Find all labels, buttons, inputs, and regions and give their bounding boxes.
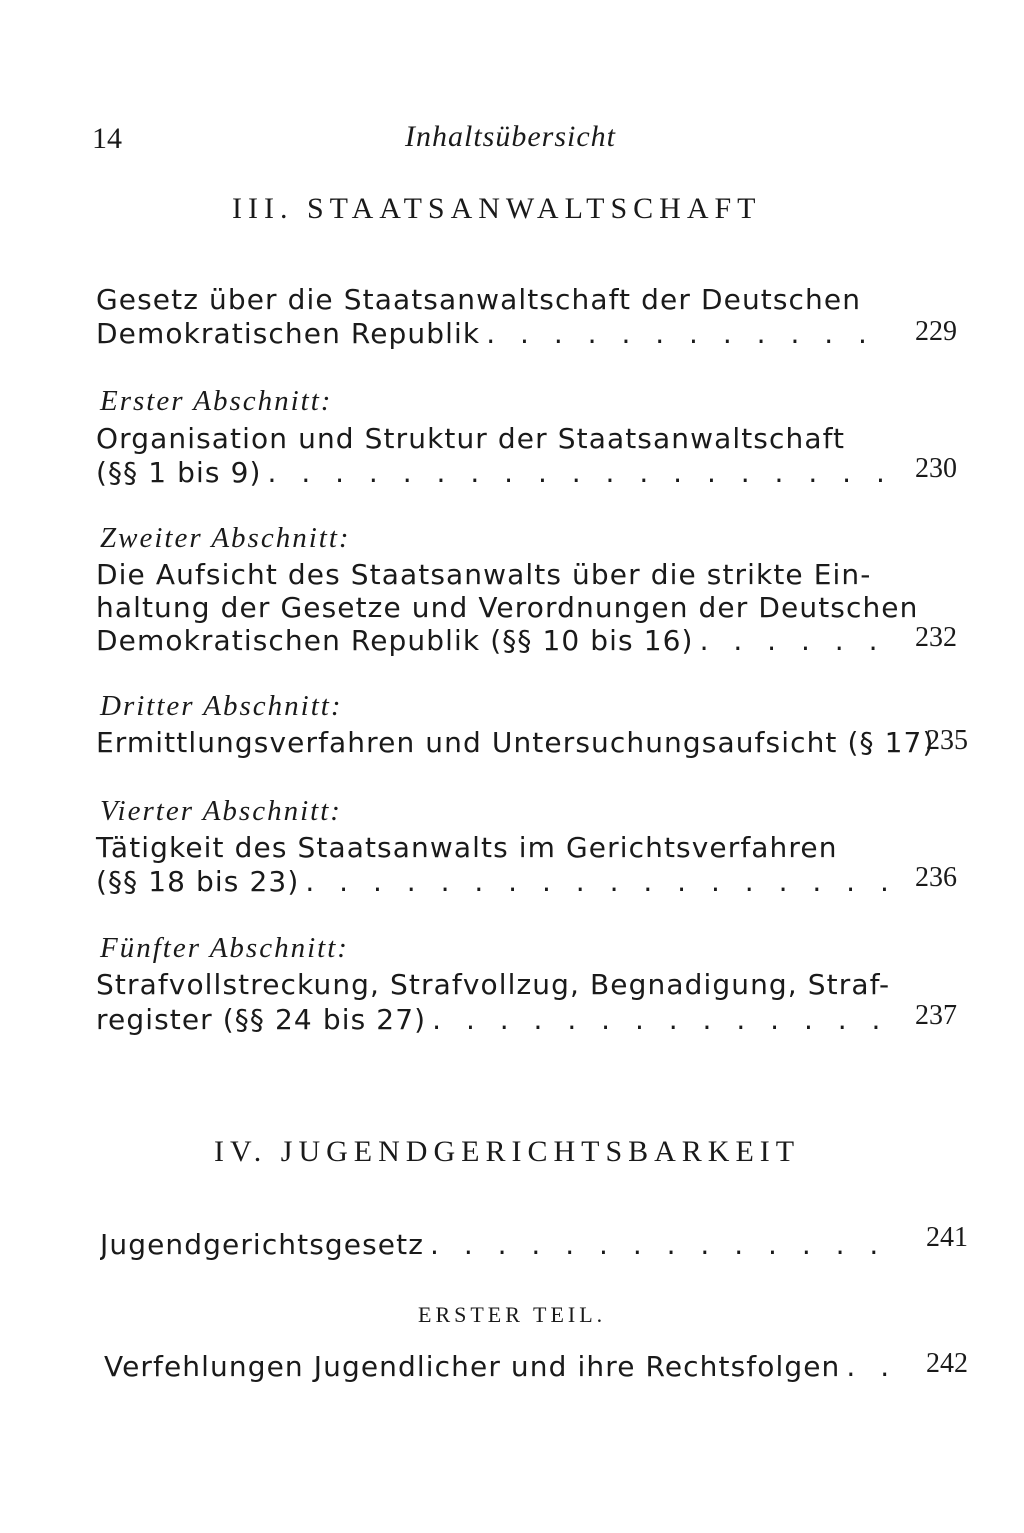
dot-leader (694, 624, 891, 657)
dot-leader (426, 1003, 891, 1036)
entry-text: Demokratischen Republik (§§ 10 bis 16) (96, 624, 694, 657)
entry-text: (§§ 18 bis 23) (96, 865, 300, 898)
entry-text-line (100, 1228, 891, 1261)
entry-text-line: haltung der Gesetze und Verordnungen der Deutschen (96, 591, 919, 624)
entry-text-line (96, 456, 891, 489)
entry-text: Jugendgerichtsgesetz (100, 1228, 425, 1261)
entry-text-line (96, 317, 891, 350)
section-label: Zweiter Abschnitt: (100, 522, 351, 554)
dot-leader (480, 317, 891, 350)
section-label: Dritter Abschnitt: (100, 690, 343, 722)
part-heading-jugendgerichtsbarkeit: IV. JUGENDGERICHTSBARKEIT (214, 1135, 801, 1168)
section-label: Vierter Abschnitt: (100, 795, 342, 827)
dot-leader (840, 1350, 891, 1383)
page-ref: 230 (915, 453, 957, 484)
section-label: Fünfter Abschnitt: (100, 932, 349, 964)
entry-text-line: Tätigkeit des Staatsanwalts im Gerichtsverfahren (96, 831, 838, 864)
page-ref: 232 (915, 622, 957, 653)
page-ref: 241 (926, 1222, 968, 1253)
page-ref: 236 (915, 862, 957, 893)
entry-text-line: Strafvollstreckung, Strafvollzug, Begnadigung, Straf- (96, 968, 891, 1001)
dot-leader (262, 456, 891, 489)
entry-text-line: Organisation und Struktur der Staatsanwaltschaft (96, 422, 846, 455)
entry-text-line: Ermittlungsverfahren und Untersuchungsaufsicht (§ 17) (96, 726, 935, 759)
page-ref: 242 (926, 1348, 968, 1379)
entry-text-line (96, 865, 891, 898)
part-heading-staatsanwaltschaft: III. STAATSANWALTSCHAFT (232, 192, 762, 225)
subpart-heading: ERSTER TEIL. (418, 1302, 607, 1327)
entry-text: Demokratischen Republik (96, 317, 481, 350)
entry-text: register (§§ 24 bis 27) (96, 1003, 427, 1036)
entry-text: Verfehlungen Jugendlicher und ihre Rechtsfolgen (104, 1350, 841, 1383)
entry-text-line (96, 1003, 891, 1036)
running-title: Inhaltsübersicht (405, 120, 616, 153)
entry-text-line: Die Aufsicht des Staatsanwalts über die strikte Ein- (96, 558, 872, 591)
dot-leader (299, 865, 891, 898)
entry-text-line: Gesetz über die Staatsanwaltschaft der Deutschen (96, 283, 862, 316)
entry-text: (§§ 1 bis 9) (96, 456, 262, 489)
page-ref: 235 (926, 725, 968, 756)
dot-leader (424, 1228, 891, 1261)
page-ref: 229 (915, 316, 957, 347)
entry-text-line (96, 624, 891, 657)
section-label: Erster Abschnitt: (100, 385, 333, 417)
entry-text-line (104, 1350, 891, 1383)
page-ref: 237 (915, 1000, 957, 1031)
page-number: 14 (92, 122, 122, 155)
